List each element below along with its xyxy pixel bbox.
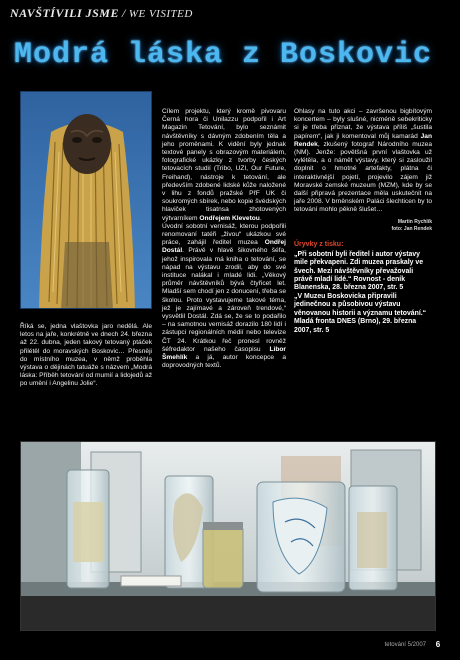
intro-paragraph: Říká se, jedna vlaštovka jaro nedělá. Ale letos na jaře, konkrétně ve dnech 24. března až 22. dubna, jeden takový tetovaný ptáček přilétěl do moravských Boskovic… Přesněji do místního muzea, v němž proběhla výstava o dějinách tatuáže s názvem „Modrá láska: Příběh tetování od mumií a lidojedů až po umění i Angelinu Jolie“. (20, 323, 152, 388)
paragraph-3-end: , zkušený fotograf Národního muzea (NM). Jenže: povětšná první vlaštovka už vylétěla, a o námět výstavy, který si zasloužil doplnit o hmotné artefakty, plátna či interaktivnější pojetí, projevilo zájem již Moravské zemské muzeum (MZM), kde by se další připravá prezentace měla uskutečnit na jaře 2008. V brněnském Paláci šlechticen by to tetování mohlo pěkně šlušet… (294, 140, 432, 214)
paragraph-2-mid: . Právě v hlavě šikovného šéfa, jehož inspirovala má kniha o tetování, se nápad na výstavu zrodil, aby do své instituce nalákal i mladé lidi. „Věkový průměr návštěvníků bývá čtyřicet let. Mladší sem chodí jen z donucení, třeba se školou. Proto vystavujeme takové téma, jež je zajímavé a zároveň trendové,“ vysvětlil Dostál. Zdá se, že se to podařilo – na samotnou vernisáž dorazilo 180 lidí i zástupci regionálních médií nebo televize ČT 24. Krátkou řeč pronesl rovněž šéfredaktor našeho časopisu (162, 247, 286, 353)
author-credit: Martin Rychlík (397, 218, 432, 225)
director-name: Ondřej Dostál (162, 239, 286, 255)
page-number: 6 (435, 640, 441, 649)
paragraph-2-text: Úvodní sobotní vernisáž, kterou podpořili renomovaní tatéři „živou“ ukázkou své práce, zahájil ředitel muzea (162, 222, 286, 247)
photographer-name: Jan Rendek (294, 132, 432, 148)
press-quote-1: „Při sobotní byli ředitel i autor výstavy mile překvapeni. Zdi muzea praskaly ve švech. Mezi návštěvníky převažovali právě mladí lidé.“ Rovnost - deník Blanenska, 28. března 2007, str. 5 (294, 250, 424, 292)
article-column-1 (20, 323, 152, 423)
article-column-3 (294, 108, 432, 444)
paragraph-3-text: Ohlasy na tuto akci – završenou bigbítovým koncertem – byly slušné, nicméně sebekriticky si je třeba přiznat, že výstava příliš „šustila papírem“, jak ji komentoval můj kamarád (294, 108, 432, 140)
editor-name: Libor Šmehlík (162, 345, 286, 362)
exhibition-jars-photo (20, 441, 436, 631)
footer-publication: tetování 5/2007 (384, 642, 426, 648)
artist-name: Ondřejem Klevetou (199, 214, 260, 222)
paragraph-2 (162, 223, 286, 371)
article-headline: Modrá láska z Boskovic (14, 38, 433, 72)
press-excerpts-label: Úryvky z tisku: (294, 240, 344, 248)
section-separator: / (121, 6, 126, 20)
paragraph-3 (294, 108, 432, 215)
press-quote-2: „V Muzeu Boskovicka připravili jedinečnou a působivou výstavu věnovanou historii a významu tetování.“ Mladá fronta DNES (Brno), 29. března 2007, str. 5 (294, 292, 427, 334)
paragraph-1-text: Cílem projektu, který kromě pivovaru Černá hora či Unilazzu podpořil i Art Magazin Tetování, bylo seznámit návštěvníky s dávným zdobením těla a jeho proměnami. K vidění byly jednak textové panely s obrazovým materiálem, fotografické ukázky z tvorby českých tetovacích studií (Tribo, UZI, Our Future, Freihand), nástroje k tetování, ale především zdobené lidské kůže naložené v lihu z fondů pražské PřF UK či soukromých sbírek, nebo kopie švédských hlaviček tisatnsa zhotovených výtvarníkem (162, 108, 286, 222)
section-subtitle: WE VISITED (128, 8, 193, 20)
mummified-head-photo (20, 91, 152, 309)
section-title: NAVŠTÍVILI JSME (10, 6, 119, 20)
paragraph-1-end: . (259, 214, 262, 222)
article-column-2 (162, 108, 286, 444)
paragraph-2-end: a já, autor koncepce a doprovodných textů. (162, 354, 286, 370)
section-header (10, 6, 450, 22)
paragraph-1 (162, 108, 286, 223)
photo-credit: foto: Jan Rendek (391, 225, 432, 232)
